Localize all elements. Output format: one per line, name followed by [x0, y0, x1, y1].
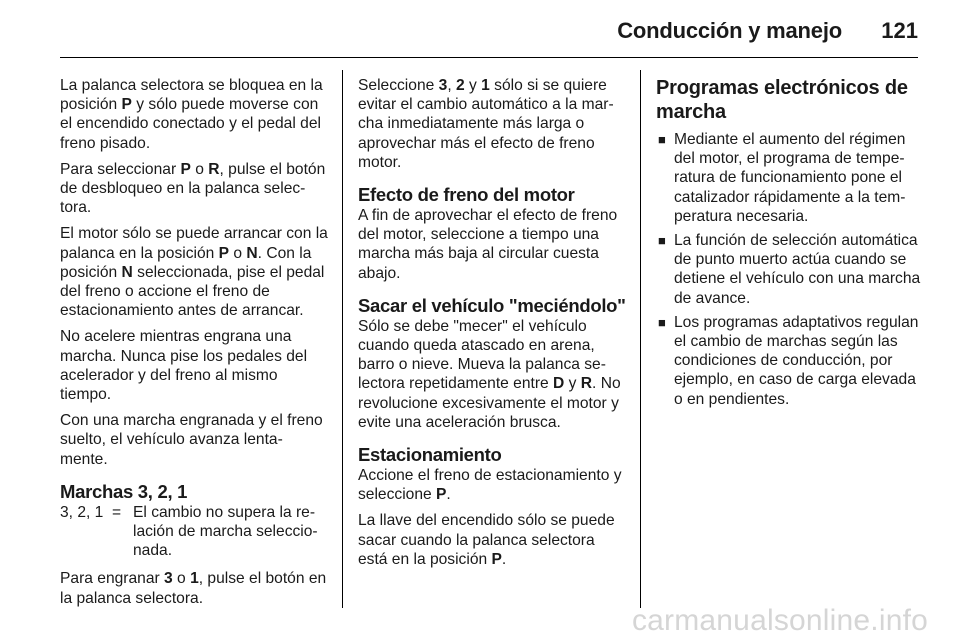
bullet-square-icon: ■	[658, 314, 666, 330]
heading-electronic-programs: Programas electrónicos de marcha	[656, 77, 908, 123]
column-2	[358, 76, 626, 576]
list-item: ■ Mediante el aumento del régimen del motor, el programa de tempe-ratura de funcionamiento pone el catalizador rápidamente a la tem-peratura necesaria.	[658, 131, 906, 225]
page-number: 121	[881, 18, 918, 43]
paragraph-select-gears: Seleccione 3, 2 y 1 sólo si se quiere evitar el cambio automático a la mar-cha inmediatamente más larga o aprovechar más el efecto de freno motor.	[358, 77, 614, 171]
paragraph-engine-brake: A fin de aprovechar el efecto de freno del motor, seleccione a tiempo una marcha más baja al circular cuesta abajo.	[358, 207, 618, 282]
paragraph-engine-start: El motor sólo se puede arrancar con la palanca en la posición P o N. Con la posición N seleccionada, pise el pedal del freno o accione el freno de estacionamiento antes de arrancar.	[60, 225, 328, 320]
bullet-square-icon: ■	[658, 132, 666, 147]
paragraph-ignition-key: La llave del encendido sólo se puede sacar cuando la palanca selectora está en la posición P.	[358, 512, 615, 568]
column-divider-2	[640, 70, 641, 608]
definition-description: El cambio no supera la re-lación de marcha seleccio-nada.	[133, 503, 318, 560]
header-divider	[60, 57, 918, 58]
heading-engine-brake: Efecto de freno del motor	[358, 184, 575, 206]
page-title: Conducción y manejo	[617, 18, 842, 43]
column-divider-1	[342, 70, 343, 608]
paragraph-vehicle-creeps: Con una marcha engranada y el freno suelto, el vehículo avanza lenta-mente.	[60, 412, 323, 468]
paragraph-no-accelerate: No acelere mientras engrana una marcha. Nunca pise los pedales del acelerador y del freno al mismo tiempo.	[60, 328, 308, 404]
definition-term: 3, 2, 1	[60, 503, 104, 521]
bullet-square-icon: ■	[658, 233, 666, 249]
list-item: ■ La función de selección automática de punto muerto actúa cuando se detiene el vehículo con una marcha de avance.	[658, 232, 921, 307]
paragraph-selector-lock: La palanca selectora se bloquea en la posición P y sólo puede moverse con el encendido conectado y el pedal del freno pisado.	[60, 77, 323, 152]
list-item: ■ Los programas adaptativos regulan el cambio de marchas según las condiciones de conducción, por ejemplo, en caso de carga elevada o en pendientes.	[658, 313, 919, 408]
paragraph-select-p-r: Para seleccionar P o R, pulse el botón de desbloqueo en la palanca selec-tora.	[60, 160, 326, 217]
paragraph-engage-gear: Para engranar 3 o 1, pulse el botón en la palanca selectora.	[60, 570, 327, 607]
heading-marchas: Marchas 3, 2, 1	[60, 480, 188, 502]
definition-equals: =	[112, 503, 122, 521]
programs-list	[656, 130, 924, 409]
definition-row	[60, 503, 328, 561]
heading-rocking: Sacar el vehículo "meciéndolo"	[358, 294, 626, 316]
column-1	[60, 76, 328, 615]
heading-parking: Estacionamiento	[358, 444, 502, 466]
paragraph-parking: Accione el freno de estacionamiento y seleccione P.	[358, 467, 622, 504]
paragraph-rocking: Sólo se debe "mecer" el vehículo cuando queda atascado en arena, barro o nieve. Mueva la palanca se-lectora repetidamente entre D y R. No revolucione excesivamente el motor y evite una aceleración brusca.	[358, 317, 621, 431]
watermark: carmanualsonline.info	[631, 604, 928, 637]
column-3	[656, 76, 924, 414]
